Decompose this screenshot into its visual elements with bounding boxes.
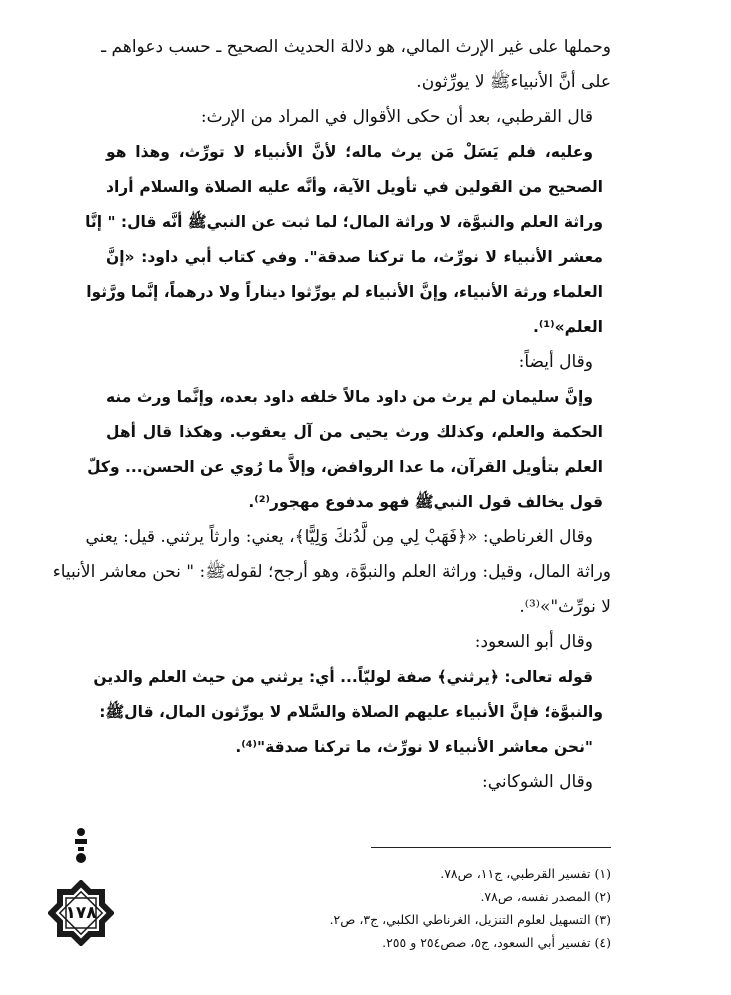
text-line: الحكمة والعلم، وكذلك ورث يحيى من آل يعقوب. وهكذا قال أهل <box>106 423 603 441</box>
text-line: قول يخالف قول النبيﷺ فهو مدفوع مهجور⁽²⁾. <box>248 493 603 511</box>
text-line: لا نورِّث"»⁽³⁾. <box>519 597 611 617</box>
footnote: (٢) المصدر نفسه، ص٧٨. <box>480 889 611 904</box>
text-line: العلماء ورثة الأنبياء، وإنَّ الأنبياء لم يورِّثوا ديناراً ولا درهماً، إنَّما ورَّثوا <box>86 283 603 301</box>
text-line: وراثة المال، وقيل: وراثة العلم والنبوَّة، وهو أرجح؛ لقولهﷺ: " نحن معاشر الأنبياء <box>52 562 611 582</box>
text-line: العلم بتأويل القرآن، ما عدا الروافض، وإلاَّ ما رُوي عن الحسن... وكلّ <box>87 458 603 476</box>
text-line: وقال أبو السعود: <box>474 632 593 652</box>
text-line: قوله تعالى: ﴿يرثني﴾ صفة لوليّاً... أي: يرثني من حيث العلم والدين <box>93 668 593 686</box>
page-number: ١٧٨ <box>65 903 97 923</box>
text-line: وحملها على غير الإرث المالي، هو دلالة الحديث الصحيح ـ حسب دعواهم ـ <box>101 37 611 57</box>
text-line: العلم»⁽¹⁾. <box>533 318 603 336</box>
text-line: وقال أيضاً: <box>518 352 593 372</box>
main-text <box>52 30 611 800</box>
ornament-icon <box>72 826 90 866</box>
text-line: قال القرطبي، بعد أن حكى الأقوال في المراد من الإرث: <box>200 107 593 127</box>
text-line: وقال الغرناطي: «﴿فَهَبْ لِي مِن لَّدُنكَ وَلِيًّا﴾، يعني: وارثاً يرثني. قيل: يعني <box>85 527 593 547</box>
text-line: وراثة العلم والنبوَّة، لا وراثة المال؛ لما ثبت عن النبيﷺ أنَّه قال: " إنَّا <box>85 213 603 231</box>
text-line: والنبوَّة؛ فإنَّ الأنبياء عليهم الصلاة والسَّلام لا يورِّثون المال، قالﷺ: <box>99 703 603 721</box>
footnote: (١) تفسير القرطبي، ج١١، ص٧٨. <box>440 866 611 881</box>
text-line: الصحيح من القولين في تأويل الآية، وأنَّه عليه الصلاة والسلام أراد <box>106 178 603 196</box>
footnote-separator <box>371 847 611 848</box>
text-line: على أنَّ الأنبياءﷺ لا يورِّثون. <box>416 72 611 92</box>
text-line: معشر الأنبياء لا نورِّث، ما تركنا صدقة". وفي كتاب أبي داود: «إنَّ <box>106 248 603 266</box>
footnotes <box>106 862 611 954</box>
text-line: وعليه، فلم يَسَلْ مَن يرث ماله؛ لأنَّ الأنبياء لا تورِّث، وهذا هو <box>106 143 593 161</box>
footnote: (٤) تفسير أبي السعود، ج٥، صص٢٥٤ و ٢٥٥. <box>382 935 611 950</box>
text-line: وقال الشوكاني: <box>481 772 593 792</box>
text-line: وإنَّ سليمان لم يرث من داود مالاً خلفه داود بعده، وإنَّما ورث منه <box>106 388 593 406</box>
footnote: (٣) التسهيل لعلوم التنزيل، الغرناطي الكلبي، ج٣، ص٢. <box>329 912 611 927</box>
text-line: "نحن معاشر الأنبياء لا نورِّث، ما تركنا صدقة"⁽⁴⁾. <box>235 738 593 756</box>
